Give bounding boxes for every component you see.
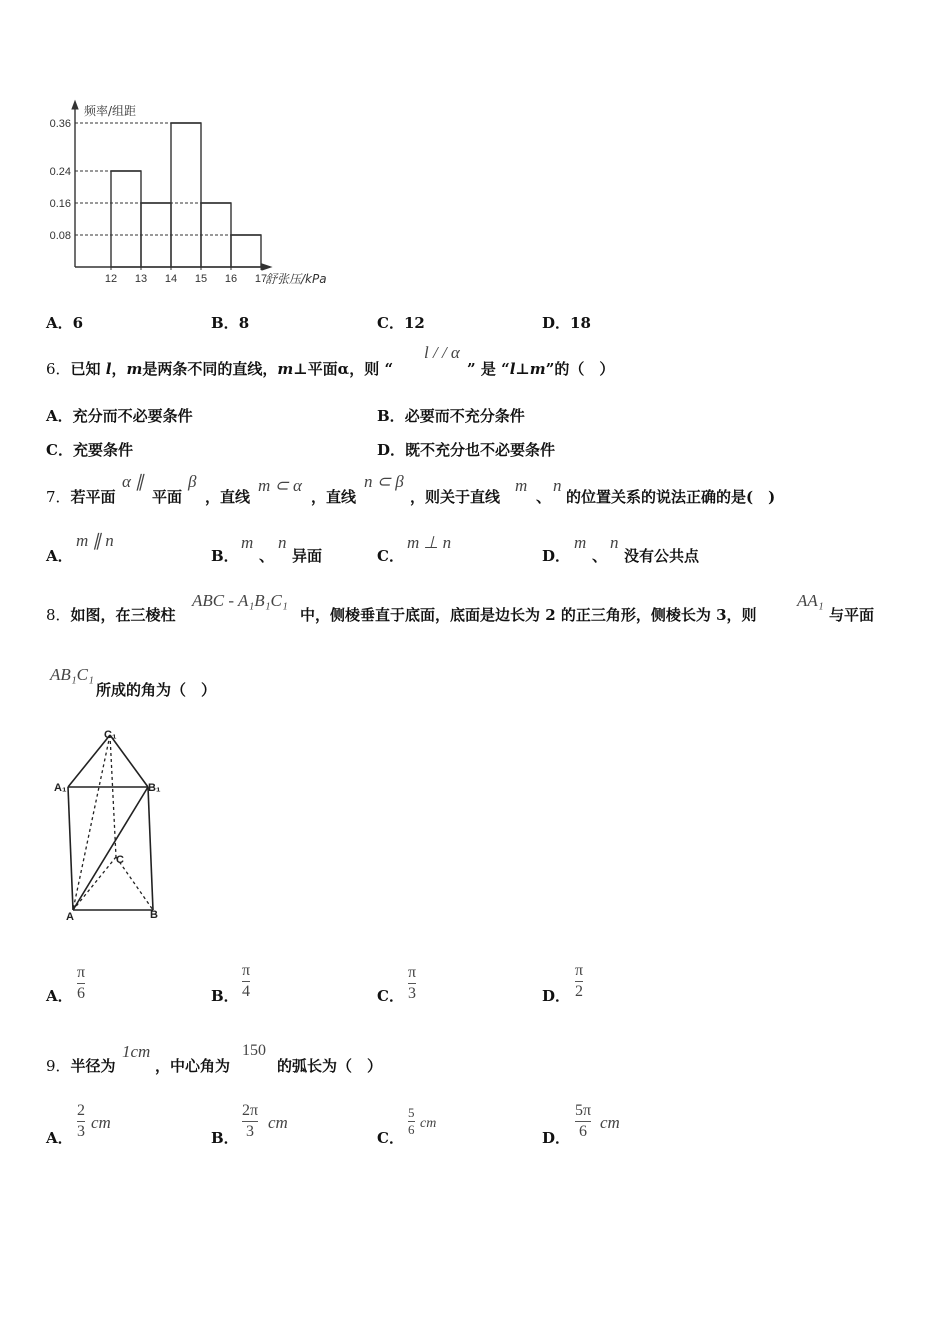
q8-option-a[interactable]: A． (46, 987, 73, 1005)
q6-option-a[interactable]: A．充分而不必要条件 (46, 407, 193, 425)
q8-option-c-fraction: π 3 (408, 964, 417, 1002)
histogram-y-arrow (72, 101, 78, 109)
q8-option-b[interactable]: B． (211, 987, 239, 1005)
q7-option-a[interactable]: A． m ∥ n (46, 531, 114, 565)
q8-stem-end: 所成的角为（ ） (96, 681, 217, 699)
q7-option-d[interactable]: D． m 、 n 没有公共点 (542, 533, 700, 565)
q8-option-c[interactable]: C． (377, 987, 404, 1005)
q9-option-d-unit: cm (600, 1113, 620, 1132)
q6-option-d[interactable]: D．既不充分也不必要条件 (377, 441, 556, 459)
q9-option-a-unit: cm (91, 1113, 111, 1132)
q7-option-b[interactable]: B． m 、 n 异面 (211, 533, 323, 565)
label-b1: B₁ (148, 782, 161, 794)
q7-text-line2: ，直线 (311, 488, 357, 506)
q8-option-a-fraction: π 6 (77, 964, 86, 1002)
q9-option-a[interactable]: A． (46, 1129, 73, 1147)
q7-formula-n: n (553, 476, 562, 495)
q7-stem-start: 7．若平面 (46, 488, 116, 506)
q6-formula-l-parallel-alpha: l / / α (424, 343, 460, 362)
q8-option-d-fraction: π 2 (575, 962, 584, 1000)
histogram-x-tick-label: 16 (224, 273, 238, 285)
q8-formula-aa1: AA₁ (797, 591, 824, 610)
q7-formula-alpha-parallel: α ∥ (122, 472, 144, 491)
q8-option-d[interactable]: D． (542, 987, 571, 1005)
q7-formula-m-in-alpha: m ⊂ α (258, 476, 302, 495)
q6-stem: 6．已知 l，m是两条不同的直线，m⊥平面α，则 “ (46, 360, 394, 378)
q9-formula-radius: 1cm (122, 1042, 151, 1061)
q5-option-a[interactable]: A．6 (46, 314, 84, 332)
q7-text-plane: 平面 (152, 488, 183, 506)
histogram-bar (111, 171, 141, 267)
q9-option-a-fraction: 2 3 (77, 1102, 85, 1140)
q7-formula-m: m (515, 476, 528, 495)
q6-stem-tail: ” 是 “l⊥m”的（ ） (467, 360, 615, 378)
q9-stem-middle: ，中心角为 (155, 1057, 231, 1075)
q9-stem-start: 9．半径为 (46, 1057, 116, 1075)
q8-stem-middle: 中，侧棱垂直于底面，底面是边长为 2 的正三角形，侧棱长为 3，则 (300, 606, 757, 624)
q7-formula-n-in-beta: n ⊂ β (364, 472, 404, 491)
q7-text-comma: 、 (536, 488, 552, 506)
q8-formula-prism: ABC - A₁B₁C₁ (192, 591, 288, 610)
histogram-y-tick-label: 0.36 (49, 118, 71, 130)
label-c: C (116, 854, 124, 866)
histogram-x-tick-label: 15 (194, 273, 208, 285)
q9-option-b[interactable]: B． (211, 1129, 239, 1147)
q7-formula-beta: β (188, 472, 197, 491)
label-a1: A₁ (54, 782, 67, 794)
q7-text-about: ，则关于直线 (410, 488, 501, 506)
q6-option-b[interactable]: B．必要而不充分条件 (377, 407, 525, 425)
histogram-y-tick-label: 0.08 (49, 230, 71, 242)
q7-text-end: 的位置关系的说法正确的是( ) (566, 488, 776, 506)
q9-stem-end: 的弧长为（ ） (277, 1057, 383, 1075)
q9-option-d-fraction: 5π 6 (575, 1102, 592, 1140)
q5-option-d[interactable]: D．18 (542, 314, 591, 332)
label-b: B (150, 909, 158, 921)
histogram-x-tick-label: 12 (104, 273, 118, 285)
histogram-x-tick-label: 13 (134, 273, 148, 285)
q5-option-b[interactable]: B．8 (211, 314, 250, 332)
label-a: A (66, 911, 74, 923)
histogram-bar (171, 123, 201, 267)
histogram-y-label: 频率/组距 (84, 104, 137, 118)
histogram-bar (231, 235, 261, 267)
q8-option-b-fraction: π 4 (242, 962, 251, 1000)
frequency-histogram (40, 95, 340, 295)
q7-option-c[interactable]: C． m ⊥ n (377, 533, 452, 565)
q9-option-c-unit: cm (420, 1116, 437, 1131)
q9-option-c-fraction: 5 6 (408, 1105, 415, 1137)
histogram-y-tick-label: 0.24 (49, 166, 71, 178)
triangular-prism-figure (48, 722, 198, 932)
q8-formula-plane-ab1c1: AB₁C₁ (50, 665, 94, 684)
q6-option-c[interactable]: C．充要条件 (46, 441, 133, 459)
q8-stem-start: 8．如图，在三棱柱 (46, 606, 176, 624)
histogram-x-tick-label: 17 (254, 273, 268, 285)
q8-stem-plane: 与平面 (829, 606, 875, 624)
q7-text-line1: ，直线 (205, 488, 251, 506)
q9-option-b-unit: cm (268, 1113, 288, 1132)
histogram-x-label: 舒张压/kPa (265, 272, 327, 286)
q9-option-b-fraction: 2π 3 (242, 1102, 259, 1140)
q9-formula-angle: 150 (242, 1042, 266, 1059)
label-c1: C₁ (104, 729, 117, 741)
histogram-x-tick-label: 14 (164, 273, 178, 285)
q9-option-c[interactable]: C． (377, 1129, 404, 1147)
q9-option-d[interactable]: D． (542, 1129, 571, 1147)
histogram-y-tick-label: 0.16 (49, 198, 71, 210)
q5-option-c[interactable]: C．12 (377, 314, 425, 332)
